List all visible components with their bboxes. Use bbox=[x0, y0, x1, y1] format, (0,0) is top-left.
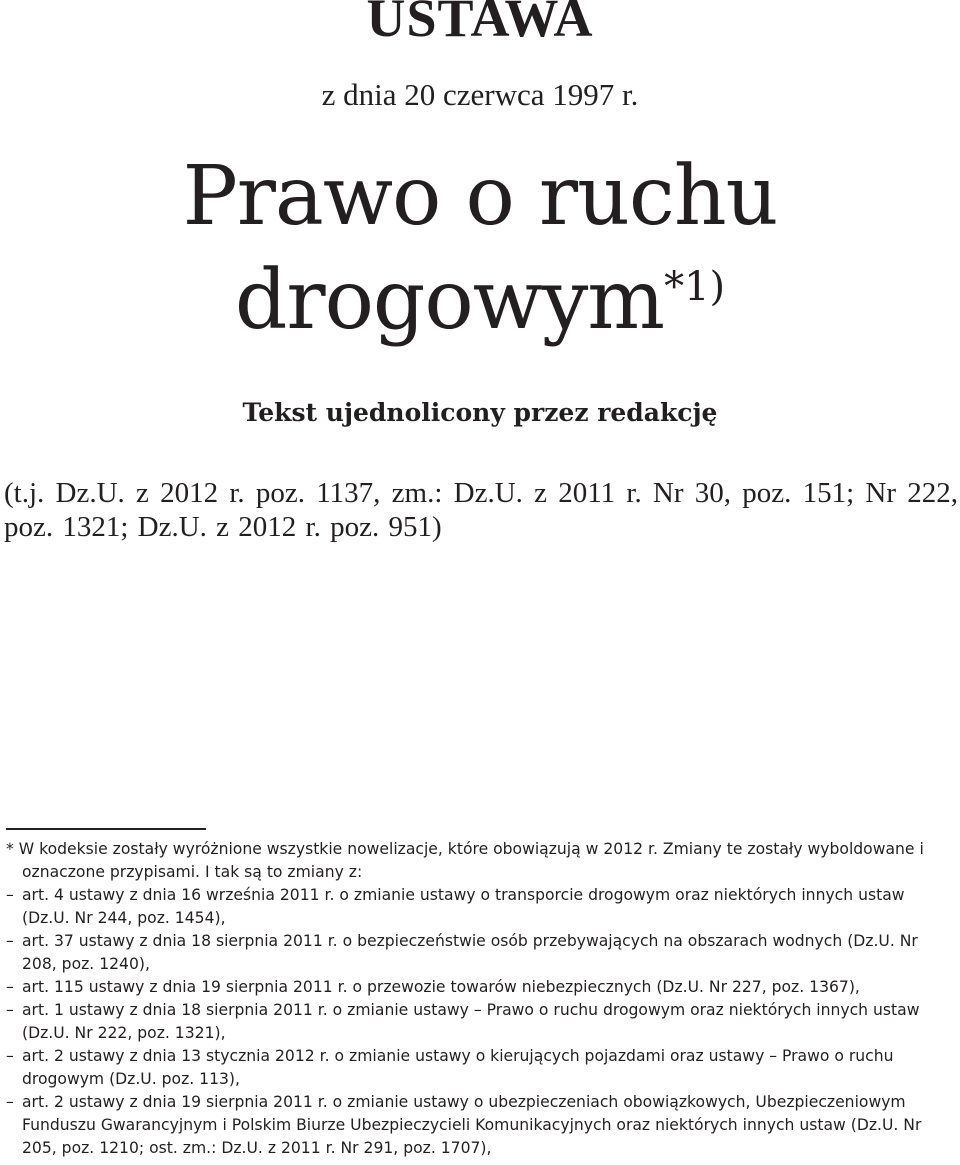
list-dash: – bbox=[6, 1093, 14, 1111]
amendment-item bbox=[6, 1045, 946, 1091]
amendment-text: art. 1 ustawy z dnia 18 sierpnia 2011 r. o zmianie ustawy – Prawo o ruchu drogowym oraz niektórych innych ustaw (Dz.U. Nr 222, poz. 1321), bbox=[22, 1001, 920, 1042]
list-dash: – bbox=[6, 932, 14, 950]
title-line-1: Prawo o ruchu bbox=[182, 149, 778, 244]
amendment-text: art. 2 ustawy z dnia 13 stycznia 2012 r. o zmianie ustawy o kierujących pojazdami oraz ustawy – Prawo o ruchu drogowym (Dz.U. poz. 113), bbox=[22, 1047, 894, 1088]
amendment-item bbox=[6, 884, 946, 930]
act-type-heading: USTAWA bbox=[366, 0, 594, 48]
amendment-text: art. 2 ustawy z dnia 19 sierpnia 2011 r. o zmianie ustawy o ubezpieczeniach obowiązkowych, Ubezpieczeniowym Funduszu Gwarancyjnym i Polskim Biurze Ubezpieczycieli Komunikacyjnych oraz niektórych innych ustaw (Dz.U. Nr 205, poz. 1210; ost. zm.: Dz.U. z 2011 r. Nr 291, poz. 1707), bbox=[22, 1093, 922, 1157]
list-dash: – bbox=[6, 1047, 14, 1065]
footnote-intro: * W kodeksie zostały wyróżnione wszystkie nowelizacje, które obowiązują w 2012 r. Zmiany te zostały wyboldowane i oznaczone przypisami. I tak są to zmiany z: bbox=[6, 840, 924, 881]
amendment-item bbox=[6, 930, 946, 976]
footnote bbox=[6, 838, 946, 1160]
amendment-text: art. 37 ustawy z dnia 18 sierpnia 2011 r. o bezpieczeństwie osób przebywających na obszarach wodnych (Dz.U. Nr 208, poz. 1240), bbox=[22, 932, 918, 973]
document-title bbox=[0, 149, 960, 348]
amendment-item bbox=[6, 999, 946, 1045]
list-dash: – bbox=[6, 978, 14, 996]
list-dash: – bbox=[6, 1001, 14, 1019]
act-date: z dnia 20 czerwca 1997 r. bbox=[321, 77, 639, 112]
footnote-marker[interactable]: *1) bbox=[664, 264, 726, 310]
amendment-text: art. 4 ustawy z dnia 16 września 2011 r. o zmianie ustawy o transporcie drogowym oraz niektórych innych ustaw (Dz.U. Nr 244, poz. 1454), bbox=[22, 886, 905, 927]
amendment-item bbox=[6, 1091, 946, 1160]
title-line-2-text: drogowym bbox=[234, 253, 665, 348]
title-line-2 bbox=[0, 242, 960, 346]
document-subtitle: Tekst ujednolicony przez redakcję bbox=[242, 398, 718, 427]
amendment-list bbox=[6, 884, 946, 1160]
amendment-item bbox=[6, 976, 946, 999]
footnote-divider bbox=[6, 828, 206, 830]
amendment-text: art. 115 ustawy z dnia 19 sierpnia 2011 r. o przewozie towarów niebezpiecznych (Dz.U. Nr 227, poz. 1367), bbox=[22, 978, 860, 996]
journal-sources: (t.j. Dz.U. z 2012 r. poz. 1137, zm.: Dz.U. z 2011 r. Nr 30, poz. 151; Nr 222, poz. 1321; Dz.U. z 2012 r. poz. 951) bbox=[4, 477, 958, 543]
list-dash: – bbox=[6, 886, 14, 904]
